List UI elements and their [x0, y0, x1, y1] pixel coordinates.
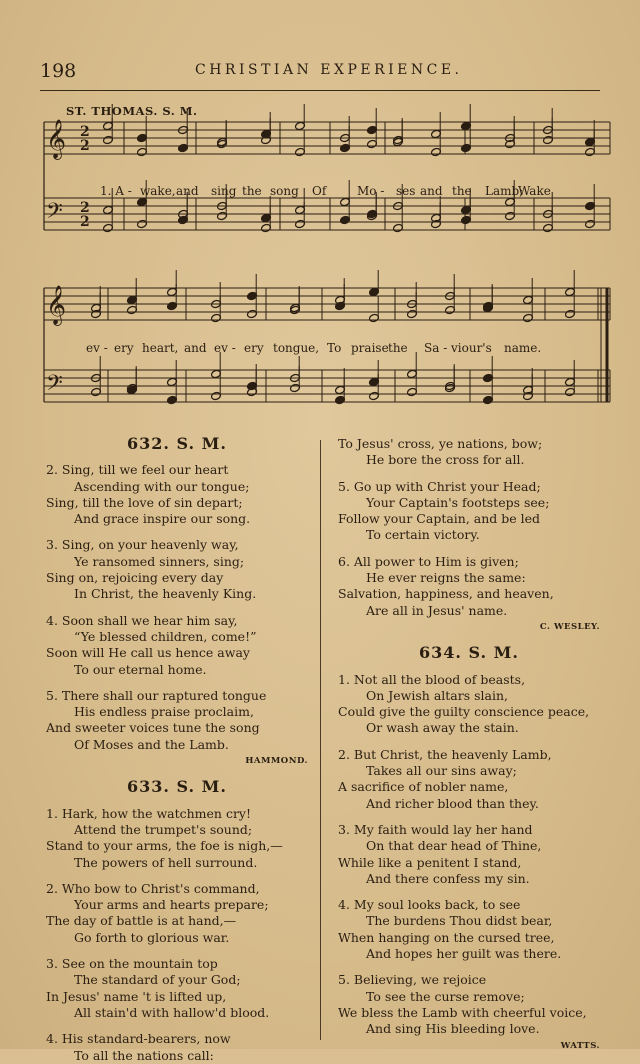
lyric-syllable: Mo - [357, 184, 385, 198]
verse-line: 2. But Christ, the heavenly Lamb, [338, 746, 552, 762]
verse-line: Attend the trumpet's sound; [74, 821, 253, 837]
time-signature: 2 [80, 200, 90, 216]
lyric-syllable: tongue, [273, 341, 320, 355]
verse-line: Ye ransomed sinners, sing; [74, 553, 245, 569]
music-score [0, 0, 640, 420]
verse-line: His endless praise proclaim, [74, 704, 254, 720]
time-signature: 2 [80, 214, 90, 230]
lyric-syllable: name. [504, 341, 542, 355]
lyric-syllable: Wake [518, 184, 551, 198]
verse-line: Of Moses and the Lamb. [74, 736, 229, 752]
stanza-gap [46, 946, 308, 956]
verse-line: 3. My faith would lay her hand [338, 821, 533, 837]
clef-symbol: 𝄞 [46, 285, 67, 325]
verse-line: Sing, till the love of sin depart; [46, 494, 243, 510]
lyric-syllable: the [242, 184, 262, 198]
verse-line: To certain victory. [366, 527, 480, 543]
stanza-gap [338, 469, 600, 479]
lyric-syllable: ev - [214, 341, 236, 355]
time-signature: 2 [80, 124, 90, 140]
verse-line: “Ye blessed children, come!” [74, 628, 257, 644]
verse-line: Takes all our sins away; [366, 763, 517, 779]
verse-line: 4. His standard-bearers, now [46, 1031, 231, 1047]
verse-line: 1. Hark, how the watchmen cry! [46, 805, 252, 821]
page-number: 198 [40, 60, 77, 82]
verse-line: 5. Believing, we rejoice [338, 972, 487, 988]
hymn-author: C. WESLEY. [539, 621, 600, 632]
verse-line: He bore the cross for all. [366, 452, 525, 468]
verse-line: To our eternal home. [74, 661, 207, 677]
verse-line: 6. All power to Him is given; [338, 553, 519, 569]
verse-line: And there confess my sin. [366, 870, 530, 886]
lyric-syllable: the [452, 184, 472, 198]
verse-line: To see the curse remove; [366, 988, 525, 1004]
hymn-number-title: 633. S. M. [127, 777, 227, 797]
lyric-syllable: Lamb; [485, 184, 524, 198]
verse-line: Are all in Jesus' name. [366, 602, 508, 618]
column-divider [320, 440, 321, 1040]
stanza-gap [46, 527, 308, 537]
verse-line: All stain'd with hallow'd blood. [74, 1004, 270, 1020]
verse-line: 2. Who bow to Christ's command, [46, 880, 260, 896]
verse-line: And sweeter voices tune the song [46, 720, 260, 736]
hymn-author: HAMMOND. [245, 756, 308, 767]
verse-line: Soon will He call us hence away [46, 645, 250, 661]
stanza-gap [338, 812, 600, 822]
verse-line: We bless the Lamb with cheerful voice, [338, 1004, 587, 1020]
lyric-syllable: and [176, 184, 199, 198]
verse-line: And grace inspire our song. [74, 511, 251, 527]
stanza-gap [338, 737, 600, 747]
verse-line: Or wash away the stain. [366, 720, 519, 736]
lyric-syllable: and [420, 184, 443, 198]
lyric-syllable: wake, [140, 184, 176, 198]
verse-line: Your arms and hearts prepare; [74, 897, 269, 913]
clef-symbol: 𝄢 [46, 199, 63, 229]
stanza-gap [338, 544, 600, 554]
lyric-syllable: ery [244, 341, 264, 355]
verse-line: The powers of hell surround. [74, 854, 258, 870]
lyric-syllable: 1. A - [100, 184, 132, 198]
stanza-gap [46, 678, 308, 688]
lyric-syllable: and [184, 341, 207, 355]
verse-line: When hanging on the cursed tree, [338, 929, 555, 945]
verse-line: A sacrifice of nobler name, [338, 779, 509, 795]
verse-line: Go forth to glorious war. [74, 929, 230, 945]
stanza-gap [46, 1021, 308, 1031]
lyric-syllable: song [270, 184, 299, 198]
verse-line: 5. Go up with Christ your Head; [338, 478, 541, 494]
verse-line: 4. My soul looks back, to see [338, 897, 521, 913]
verse-line: Could give the guilty conscience peace, [338, 704, 590, 720]
verse-line: In Christ, the heavenly King. [74, 586, 257, 602]
verse-line: While like a penitent I stand, [338, 854, 522, 870]
verse-line: Your Captain's footsteps see; [366, 494, 550, 510]
verse-line: Stand to your arms, the foe is nigh,— [46, 838, 283, 854]
running-title: CHRISTIAN EXPERIENCE. [195, 62, 463, 78]
verse-line: On that dear head of Thine, [366, 838, 542, 854]
left-column [46, 436, 308, 1064]
stanza-gap [338, 962, 600, 972]
stanza-gap [46, 871, 308, 881]
verse-line: The burdens Thou didst bear, [366, 913, 553, 929]
lyric-syllable: Sa - [424, 341, 448, 355]
verse-line: The standard of your God; [74, 972, 241, 988]
stanza-gap [46, 603, 308, 613]
verse-line: To all the nations call: [74, 1047, 214, 1063]
clef-symbol: 𝄞 [46, 119, 67, 159]
lyric-syllable: ev - [86, 341, 108, 355]
verse-line: 3. Sing, on your heavenly way, [46, 537, 239, 553]
lyric-syllable: ses [396, 184, 416, 198]
verse-line: The day of battle is at hand,— [46, 913, 237, 929]
verse-line: And sing His bleeding love. [366, 1021, 540, 1037]
verse-line: 4. Soon shall we hear him say, [46, 612, 238, 628]
lyric-syllable: ery [114, 341, 134, 355]
hymn-number-title: 634. S. M. [419, 643, 519, 663]
tune-name: ST. THOMAS. S. M. [66, 104, 198, 118]
lyric-syllable: viour's [451, 341, 492, 355]
verse-line: Sing on, rejoicing every day [46, 570, 224, 586]
verse-line: Follow your Captain, and be led [338, 511, 541, 527]
verse-line: And richer blood than they. [366, 795, 539, 811]
right-column [338, 436, 600, 1054]
verse-line: Ascending with our tongue; [74, 478, 250, 494]
lyric-syllable: the [388, 341, 408, 355]
verse-line: 3. See on the mountain top [46, 956, 218, 972]
lyric-syllable: To [327, 341, 342, 355]
hymn-author: WATTS. [560, 1040, 600, 1051]
verse-line: On Jewish altars slain, [366, 687, 508, 703]
clef-symbol: 𝄢 [46, 371, 63, 401]
verse-line: In Jesus' name 't is lifted up, [46, 988, 227, 1004]
verse-line: 2. Sing, till we feel our heart [46, 462, 229, 478]
lyric-syllable: heart, [142, 341, 179, 355]
lyric-syllable: praise [351, 341, 389, 355]
verse-line: 1. Not all the blood of beasts, [338, 671, 526, 687]
verse-line: He ever reigns the same: [366, 570, 526, 586]
lyric-syllable: sing [211, 184, 237, 198]
verse-line: And hopes her guilt was there. [366, 946, 562, 962]
lyric-syllable: Of [312, 184, 327, 198]
verse-line: To Jesus' cross, ye nations, bow; [338, 436, 543, 451]
hymn-number-title: 632. S. M. [127, 434, 227, 453]
verse-line: 5. There shall our raptured tongue [46, 687, 267, 703]
time-signature: 2 [80, 138, 90, 154]
stanza-gap [338, 887, 600, 897]
verse-line: Salvation, happiness, and heaven, [338, 586, 554, 602]
